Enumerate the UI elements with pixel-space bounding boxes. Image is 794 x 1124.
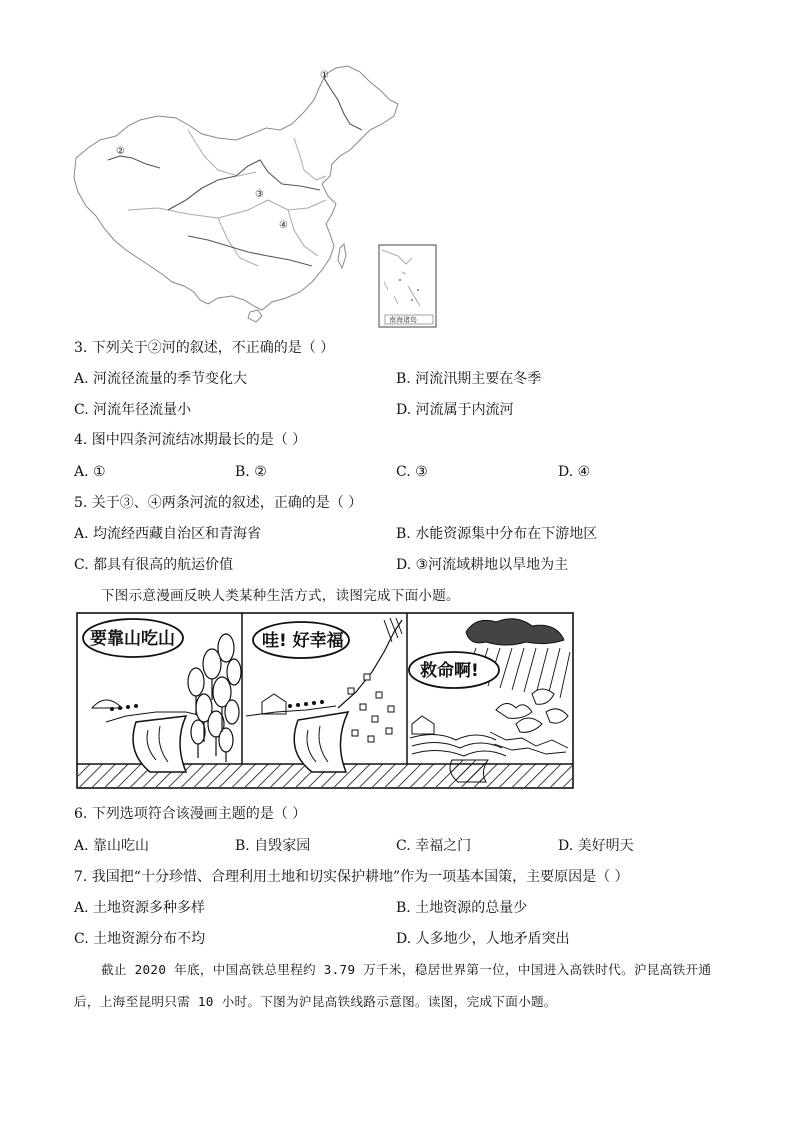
question-3-option-d[interactable]: D. 河流属于内流河 — [396, 402, 514, 418]
marker-4: ④ — [279, 220, 288, 231]
question-4-option-c[interactable]: C. ③ — [396, 464, 428, 480]
cartoon-intro: 下图示意漫画反映人类某种生活方式，读图完成下面小题。 — [101, 588, 460, 604]
question-4-stem: 4. 图中四条河流结冰期最长的是（ ） — [74, 432, 307, 448]
question-6-option-c[interactable]: C. 幸福之门 — [396, 838, 472, 854]
south-china-sea-inset — [379, 245, 436, 327]
question-7-stem: 7. 我国把“十分珍惜、合理利用土地和切实保护耕地”作为一项基本国策，主要原因是（ ） — [74, 869, 629, 885]
question-5-stem: 5. 关于③、④两条河流的叙述，正确的是（ ） — [74, 495, 363, 511]
question-6-stem: 6. 下列选项符合该漫画主题的是（ ） — [74, 806, 307, 822]
question-6-option-d[interactable]: D. 美好明天 — [558, 838, 634, 854]
river-3 — [168, 160, 320, 210]
marker-1: ① — [320, 70, 329, 81]
final-paragraph-line-1: 截止 2020 年底，中国高铁总里程约 3.79 万千米，稳居世界第一位，中国进入高铁时代。沪昆高铁开通 — [101, 962, 712, 977]
question-5-option-b[interactable]: B. 水能资源集中分布在下游地区 — [396, 526, 598, 542]
river-2 — [108, 156, 160, 168]
question-6-option-b[interactable]: B. 自毁家园 — [235, 838, 311, 854]
question-5-option-c[interactable]: C. 都具有很高的航运价值 — [74, 557, 234, 573]
question-3-option-c[interactable]: C. 河流年径流量小 — [74, 402, 192, 418]
bubble-3-text: 救命啊! — [420, 661, 479, 681]
bubble-2-text: 哇! 好幸福 — [262, 631, 344, 651]
river-4 — [188, 236, 312, 266]
cartoon-strip — [76, 612, 576, 792]
question-6-option-a[interactable]: A. 靠山吃山 — [74, 838, 150, 854]
question-4-option-b[interactable]: B. ② — [235, 464, 267, 480]
question-5-option-a[interactable]: A. 均流经西藏自治区和青海省 — [74, 526, 262, 542]
question-3-option-a[interactable]: A. 河流径流量的季节变化大 — [74, 371, 248, 387]
question-3-option-b[interactable]: B. 河流汛期主要在冬季 — [396, 371, 542, 387]
question-3-stem: 3. 下列关于②河的叙述，不正确的是（ ） — [74, 340, 335, 356]
china-river-map — [68, 60, 448, 332]
marker-3: ③ — [255, 189, 264, 200]
question-4-option-a[interactable]: A. ① — [74, 464, 106, 480]
question-5-option-d[interactable]: D. ③河流域耕地以旱地为主 — [396, 557, 569, 573]
bubble-1-text: 要靠山吃山 — [90, 629, 175, 649]
river-1 — [324, 78, 362, 130]
china-outline — [74, 66, 398, 310]
question-7-option-d[interactable]: D. 人多地少，人地矛盾突出 — [396, 931, 570, 947]
inset-label: 南海诸岛 — [389, 316, 417, 324]
question-7-option-c[interactable]: C. 土地资源分布不均 — [74, 931, 206, 947]
question-4-option-d[interactable]: D. ④ — [558, 464, 591, 480]
marker-2: ② — [116, 146, 125, 157]
question-7-option-b[interactable]: B. 土地资源的总量少 — [396, 900, 528, 916]
final-paragraph-line-2: 后，上海至昆明只需 10 小时。下图为沪昆高铁线路示意图。读图，完成下面小题。 — [74, 994, 557, 1009]
question-7-option-a[interactable]: A. 土地资源多种多样 — [74, 900, 206, 916]
